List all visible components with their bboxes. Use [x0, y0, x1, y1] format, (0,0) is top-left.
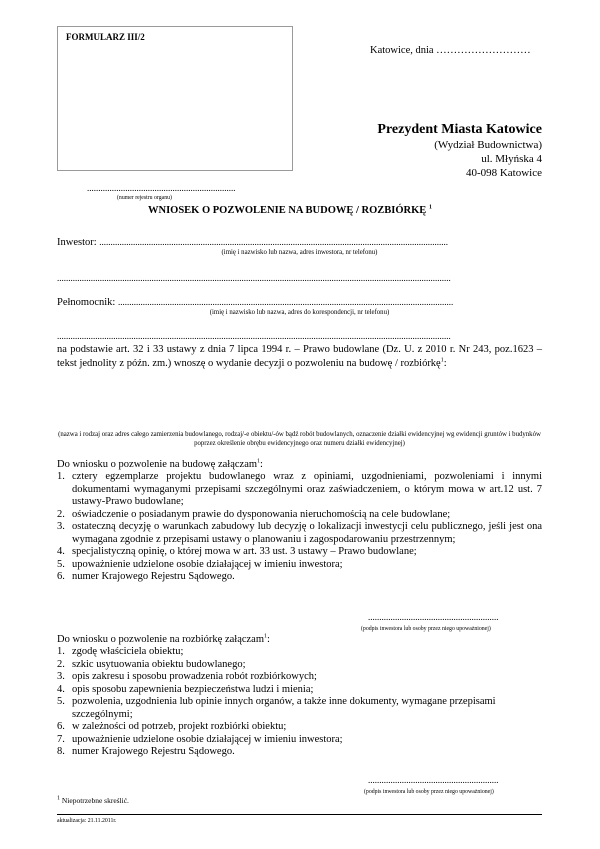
build-attachments: [57, 458, 542, 584]
footnote-number: 1: [57, 795, 60, 802]
demolition-attachment-item: [57, 671, 542, 684]
form-title: [148, 205, 432, 216]
build-heading-text: Do wniosku o pozwolenie na budowę załączam: [57, 459, 258, 470]
legal-basis-end: :: [443, 357, 447, 369]
footnote-ref: 1: [257, 458, 261, 465]
demolition-attachment-item: [57, 646, 542, 659]
registry-number-label: (numer rejestru organu): [117, 195, 172, 201]
build-attachment-item-text: specjalistyczną opinię, o której mowa w art. 33 ust. 3 ustawy – Prawo budowlane;: [72, 546, 417, 557]
legal-basis: [57, 343, 542, 370]
build-attachment-item: [57, 571, 542, 584]
build-attachment-item-text: upoważnienie udzielone osobie działającej w imieniu inwestora;: [72, 558, 343, 570]
build-attachment-item-number: 2.: [57, 508, 65, 520]
proxy-dots: .....................................................................................................................................................: [117, 297, 454, 307]
demolition-attachment-item-text: w zależności od potrzeb, projekt rozbiórki obiektu;: [72, 721, 287, 732]
demolition-attachment-item-text: opis sposobu zapewnienia bezpieczeństwa ludzi i mienia;: [72, 683, 314, 695]
demolition-attachment-item: [57, 721, 542, 734]
demolition-attachment-item: [57, 696, 542, 721]
build-attachment-item-text: oświadczenie o posiadanym prawie do dysponowania nieruchomością na cele budowlane;: [72, 508, 451, 520]
registry-number-field[interactable]: ..................................................................: [87, 183, 236, 193]
footnote-ref: 1: [428, 204, 432, 211]
signature-label-1: (podpis inwestora lub osoby przez niego upoważnionej): [361, 626, 491, 632]
footer-divider: [57, 814, 542, 815]
demolition-attachment-item: [57, 746, 542, 759]
demolition-attachment-item-number: 1.: [57, 646, 65, 657]
build-attachments-heading: [57, 458, 542, 471]
signature-label-2: (podpis inwestora lub osoby przez niego upoważnionej): [364, 789, 494, 795]
authority-dept: (Wydział Budownictwa): [434, 139, 542, 151]
investor-hint: (imię i nazwisko lub nazwa, adres inwestora, nr telefonu): [221, 249, 378, 256]
demolition-attachment-item: [57, 734, 542, 747]
demolition-attachment-item-number: 7.: [57, 733, 65, 745]
footnote-ref: 1: [440, 357, 444, 363]
demolition-attachment-item-number: 3.: [57, 671, 65, 682]
demolition-attachment-item-text: szkic usytuowania obiektu budowlanego;: [72, 658, 246, 670]
demolition-attachment-item-number: 8.: [57, 746, 65, 757]
build-attachment-item: [57, 521, 542, 546]
demolition-attachment-item-text: zgodę właściciela obiektu;: [72, 646, 184, 657]
demolition-attachment-item-text: opis zakresu i sposobu prowadzenia robót rozbiórkowych;: [72, 671, 317, 682]
proxy-label: Pełnomocnik:: [57, 297, 118, 308]
demolition-attachment-item-text: upoważnienie udzielone osobie działającej w imieniu inwestora;: [72, 733, 343, 745]
authority-title: Prezydent Miasta Katowice: [377, 122, 542, 137]
build-attachment-item-number: 1.: [57, 471, 65, 482]
build-heading-end: :: [260, 459, 263, 470]
investor-label: Inwestor:: [57, 237, 100, 248]
demolition-attachment-item-number: 6.: [57, 721, 65, 732]
demolition-attachment-item-text: pozwolenia, uzgodnienia lub opinie innych organów, a także inne dokumenty, wymagane przepisami szczególnymi;: [72, 696, 496, 720]
demolition-attachment-item: [57, 684, 542, 697]
demolition-attachment-item-number: 2.: [57, 658, 65, 670]
build-attachment-item-number: 4.: [57, 546, 65, 557]
scope-hint: (nazwa i rodzaj oraz adres całego zamierzenia budowlanego, rodzaj/-e obiektu/-ów bądź robót budowlanych, oznaczenie działki ewidencyjnej wg ewidencji gruntów i budynków poprzez określenie obrębu ewidencyjnego oraz numeru działki ewidencyjnej): [58, 431, 541, 447]
demolition-attachments-heading: [57, 633, 542, 646]
investor-dots: ...........................................................................................................................................................: [99, 237, 449, 247]
build-attachment-item: [57, 559, 542, 572]
build-attachment-item: [57, 471, 542, 509]
stamp-box: [57, 26, 293, 171]
demolition-attachment-item: [57, 659, 542, 672]
demolition-attachment-item-number: 4.: [57, 683, 65, 695]
authority-block: [292, 122, 542, 180]
update-note: aktualizacja: 21.11.2011r.: [57, 818, 117, 824]
demolition-attachment-item-number: 5.: [57, 696, 65, 707]
signature-field-2[interactable]: ..........................................................: [368, 775, 499, 785]
form-title-text: WNIOSEK O POZWOLENIE NA BUDOWĘ / ROZBIÓRKĘ: [148, 205, 427, 216]
build-attachment-item: [57, 546, 542, 559]
legal-basis-text: na podstawie art. 32 i 33 ustawy z dnia 7 lipca 1994 r. – Prawo budowlane (Dz. U. z 2010 r. Nr 243, poz.1623 – tekst jednolity z późn. zm.) wnoszę o wydanie decyzji o pozwoleniu na budowę / rozbiórkę: [57, 344, 542, 369]
demolition-attachments: [57, 633, 542, 759]
signature-field-1[interactable]: ..........................................................: [368, 612, 499, 622]
demolition-attachment-item-text: numer Krajowego Rejestru Sądowego.: [72, 746, 235, 757]
proxy-hint: (imię i nazwisko lub nazwa, adres do korespondencji, nr telefonu): [209, 309, 390, 316]
footnote-text: Niepotrzebne skreślić.: [60, 796, 129, 805]
demolition-heading-text: Do wniosku o pozwolenie na rozbiórkę załączam: [57, 634, 265, 645]
demolition-attachments-list: [57, 646, 542, 759]
place-date[interactable]: Katowice, dnia ………………………: [370, 45, 531, 56]
demolition-heading-end: :: [267, 634, 270, 645]
build-attachment-item-text: ostateczną decyzję o warunkach zabudowy lub decyzję o lokalizacji inwestycji celu publicznego, jeśli jest ona wymagana zgodnie z przepisami ustawy o planowaniu i zagospodarowaniu przestrzennym;: [72, 521, 542, 545]
footnote-ref: 1: [264, 633, 268, 640]
investor-field-line2[interactable]: ...............................................................................................................................................................................: [57, 273, 451, 283]
build-attachments-list: [57, 471, 542, 584]
build-attachment-item-number: 3.: [57, 521, 65, 532]
build-attachment-item-text: numer Krajowego Rejestru Sądowego.: [72, 571, 235, 582]
build-attachment-item: [57, 509, 542, 522]
build-attachment-item-number: 5.: [57, 558, 65, 570]
build-attachment-item-text: cztery egzemplarze projektu budowlanego wraz z opiniami, uzgodnieniami, pozwoleniami i innymi dokumentami wymaganymi przepisami szczególnymi oraz zaświadczeniem, o którym mowa w art.12 ust. 7 ustawy-Prawo budowlane;: [72, 471, 542, 507]
form-label: FORMULARZ III/2: [66, 32, 145, 42]
authority-city: 40-098 Katowice: [465, 167, 542, 179]
authority-street: ul. Młyńska 4: [481, 153, 542, 165]
proxy-field-line2[interactable]: ...............................................................................................................................................................................: [57, 331, 451, 341]
build-attachment-item-number: 6.: [57, 571, 65, 582]
footnote: [57, 796, 129, 805]
